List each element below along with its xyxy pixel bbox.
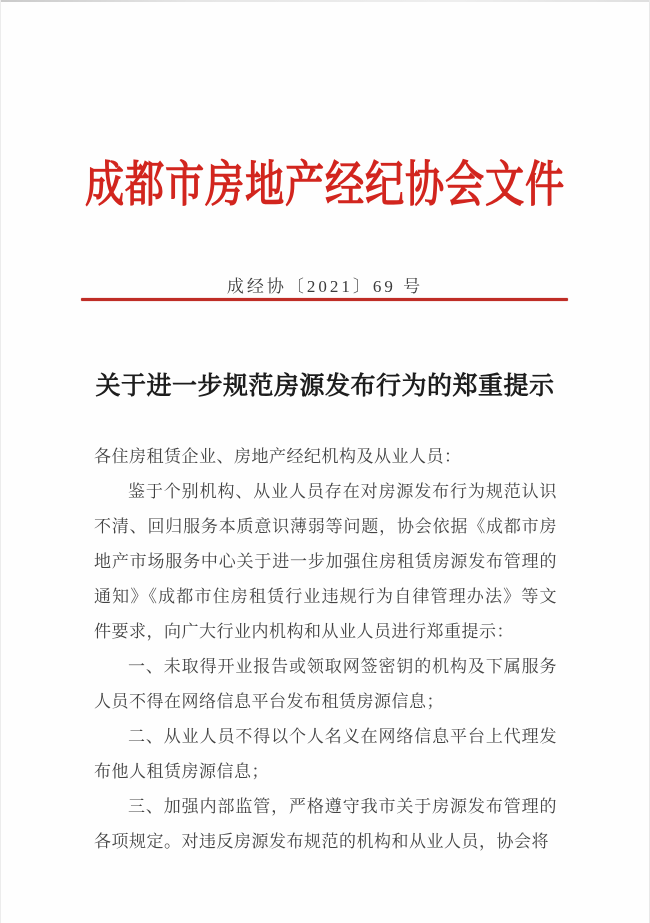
document-body bbox=[94, 439, 557, 859]
document-number: 成经协〔2021〕69 号 bbox=[226, 277, 424, 296]
body-paragraph: 二、从业人员不得以个人名义在网络信息平台上代理发布他人租赁房源信息； bbox=[94, 727, 557, 781]
letterhead bbox=[0, 158, 650, 212]
body-paragraph: 三、加强内部监管，严格遵守我市关于房源发布管理的各项规定。对违反房源发布规范的机构和从业人员，协会将 bbox=[94, 797, 557, 851]
document-title: 关于进一步规范房源发布行为的郑重提示 bbox=[95, 373, 555, 400]
scan-edge-top bbox=[0, 0, 650, 2]
scan-edge-left bbox=[0, 0, 1, 923]
salutation: 各住房租赁企业、房地产经纪机构及从业人员： bbox=[94, 447, 462, 466]
body-paragraph: 鉴于个别机构、从业人员存在对房源发布行为规范认识不清、回归服务本质意识薄弱等问题，协会依据《成都市房地产市场服务中心关于进一步加强住房租赁房源发布管理的通知》《成都市住房租赁行业违规行为自律管理办法》等文件要求，向广大行业内机构和从业人员进行郑重提示： bbox=[94, 482, 557, 641]
red-divider-line bbox=[81, 298, 568, 301]
letterhead-title: 成都市房地产经纪协会文件 bbox=[84, 157, 565, 212]
body-paragraph: 一、未取得开业报告或领取网签密钥的机构及下属服务人员不得在网络信息平台发布租赁房源信息； bbox=[94, 657, 557, 711]
